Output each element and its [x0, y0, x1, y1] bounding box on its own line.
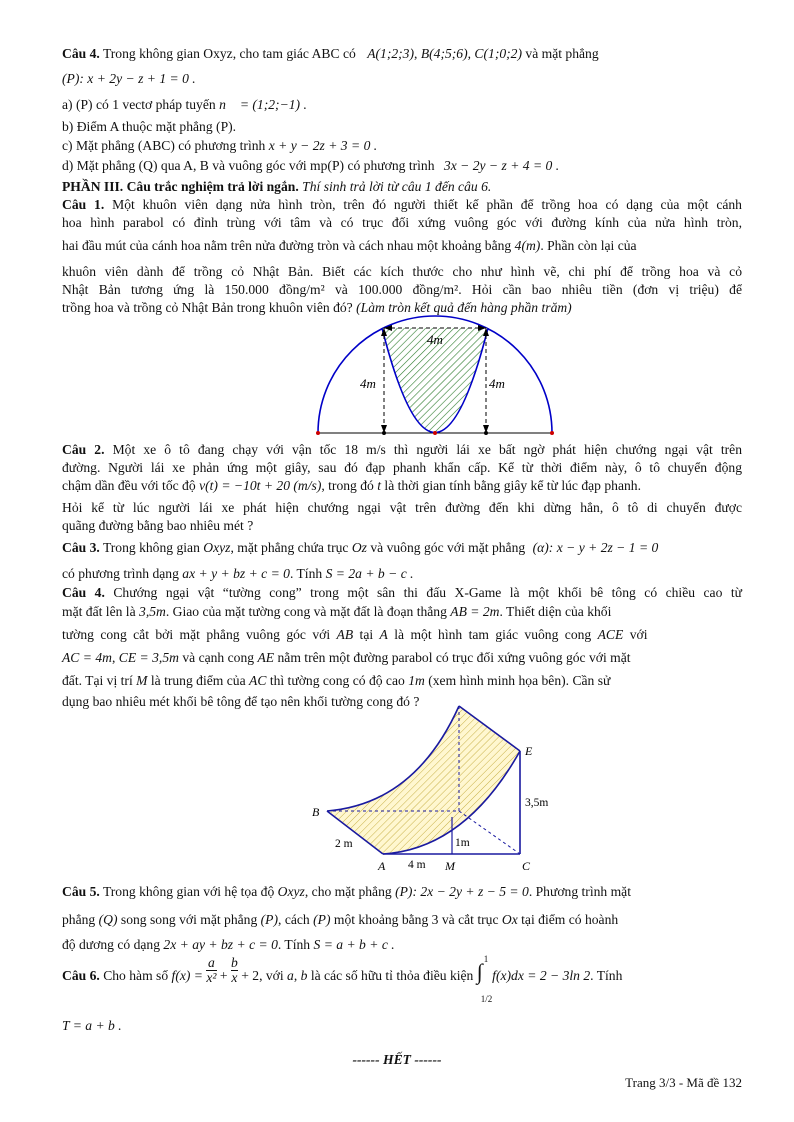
- q2-line4: [62, 499, 742, 516]
- q4-l3a: tường cong cắt bởi mặt phẳng vuông góc với: [62, 627, 331, 642]
- q2-l3-math: v(t) = −10t + 20 (m/s): [199, 478, 322, 493]
- q3-l2-s: S = 2a + b − c .: [325, 566, 414, 581]
- q4-l4-ce: CE = 3,5m: [118, 650, 179, 665]
- q4-l4b: và cạnh cong: [182, 650, 255, 665]
- label-2m: 2 m: [335, 838, 353, 850]
- q5-l2d: một khoảng bằng 3 và cắt trục: [333, 912, 499, 927]
- end-mark: ------ HẾT ------: [352, 1052, 442, 1067]
- q4-l4c: nằm trên một đường parabol có trục đối xứng vuông góc với mặt: [277, 650, 631, 665]
- q1-l3-math: 4(m): [514, 238, 541, 253]
- q5-l2-q: (Q): [98, 912, 118, 927]
- label-top-4m: 4m: [427, 332, 443, 347]
- q3-l2a: có phương trình dạng: [62, 566, 179, 581]
- q6-den-x2: x²: [206, 969, 217, 985]
- q6-a: a: [287, 968, 294, 984]
- q6-frac-b: [231, 956, 238, 985]
- semicircle-parabola-figure: [300, 312, 570, 440]
- q2-l5: quãng đường bằng bao nhiêu mét ?: [62, 518, 254, 533]
- p2-q4-d-math: 3x − 2y − z + 4 = 0 .: [443, 158, 560, 173]
- q1-l2: hoa hình parabol có đỉnh trùng với tâm và có trục đối xứng vuông góc với đường kính của nửa hình tròn,: [62, 215, 742, 230]
- q4-l3-ab: AB: [336, 627, 354, 642]
- p2-q4-c-math: x + y − 2z + 3 = 0 .: [268, 138, 378, 153]
- q3-line2: [62, 565, 742, 582]
- q6-line1: [62, 954, 742, 1011]
- label-35m: 3,5m: [525, 797, 549, 809]
- q5-l2b: song song với mặt phẳng: [120, 912, 258, 927]
- p2-q4-line1: Câu 4. Trong không gian Oxyz, cho tam giác ABC có A(1;2;3), B(4;5;6), C(1;0;2) và mặt phẳng: [62, 46, 599, 61]
- part3-heading: PHẦN III. Câu trắc nghiệm trả lời ngắn.: [62, 179, 299, 194]
- q6-head: Câu 6.: [62, 968, 100, 984]
- q5-l2e: tại điểm có hoành: [521, 912, 619, 927]
- q4-l2b: . Giao của mặt tường cong và mặt đất là đoạn thẳng: [165, 604, 447, 619]
- q2-l3b: , trong đó: [321, 478, 374, 493]
- integral-sign: ∫ 1 1/2: [477, 967, 489, 987]
- q6-int-body: f(x)dx = 2 − 3ln 2: [492, 968, 591, 984]
- q2-l3a: chậm dần đều với tốc độ: [62, 478, 196, 493]
- q2-line3: [62, 477, 742, 494]
- q2-l3-t: t: [377, 478, 382, 493]
- p2-q4-point-a: A(1;2;3): [367, 46, 415, 61]
- q4-l6: dụng bao nhiêu mét khối bê tông để tạo nên khối tường cong đó ?: [62, 694, 420, 709]
- q3-l1a: Trong không gian: [102, 540, 200, 555]
- q4-l2-ab: AB = 2m: [450, 604, 500, 619]
- q5-oxyz: Oxyz: [277, 884, 305, 899]
- curved-surface: [327, 706, 520, 854]
- q3-line1: [62, 539, 742, 556]
- p2-q4-text-a: Trong không gian Oxyz, cho tam giác ABC có: [102, 46, 356, 61]
- q5-l2a: phẳng: [62, 912, 96, 927]
- q6-l1c: là các số hữu tỉ thỏa điều kiện: [310, 968, 474, 984]
- q5-l2c: , cách: [278, 912, 310, 927]
- q1-l6-note: (Làm tròn kết quả đến hàng phần trăm): [356, 300, 572, 315]
- q5-l2-p2: (P): [313, 912, 331, 927]
- q4-l4-ac: AC = 4m: [62, 650, 112, 665]
- q1-l3: hai đầu mút của cánh hoa nằm trên nửa đường tròn và cách nhau một khoảng bằng: [62, 238, 512, 253]
- int-lower: 1/2: [480, 994, 493, 1004]
- q3-oxyz: Oxyz: [203, 540, 231, 555]
- p2-q4-b-text: b) Điểm A thuộc mặt phẳng (P).: [62, 119, 237, 134]
- label-left-4m: 4m: [360, 376, 376, 391]
- q4-l4a: ,: [111, 650, 116, 665]
- q2-head: Câu 2.: [62, 442, 105, 457]
- q5-l3b: . Tính: [277, 937, 311, 952]
- label-c: C: [522, 859, 531, 873]
- q4-l3d: với: [629, 627, 648, 642]
- q5-l2-ox: Ox: [501, 912, 518, 927]
- q3-head: Câu 3.: [62, 540, 100, 555]
- q6-l1d: . Tính: [590, 968, 623, 984]
- p2-q4-a-text: a) (P) có 1 vectơ pháp tuyến: [62, 97, 216, 112]
- q1-line1: [62, 196, 742, 213]
- q4-l3c: là một hình tam giác vuông cong: [394, 627, 592, 642]
- q6-tail: + 2: [241, 968, 260, 984]
- q4-line5: [62, 672, 742, 689]
- p2-q4-point-c: C(1;0;2): [474, 46, 522, 61]
- q2-line2: [62, 459, 742, 476]
- p2-q4-c-text: c) Mặt phẳng (ABC) có phương trình: [62, 138, 266, 153]
- q4-l3-a: A: [379, 627, 388, 642]
- label-1m: 1m: [455, 837, 470, 849]
- q4-l5c: thì tường cong có độ cao: [269, 673, 405, 688]
- q4-line1: [62, 584, 742, 601]
- q6-den-x: x: [231, 969, 238, 985]
- q5-l1a: Trong không gian với hệ tọa độ: [102, 884, 275, 899]
- label-m: M: [445, 859, 455, 873]
- q6-num-b: b: [230, 954, 238, 970]
- q1-line5: [62, 281, 742, 298]
- q5-head: Câu 5.: [62, 884, 100, 899]
- q1-l5: Nhật Bản tương ứng là 150.000 đồng/m² và 100.000 đồng/m². Hỏi cần bao nhiêu tiền (đơn vị triệu) để: [62, 282, 742, 297]
- q4-l3b: tại: [359, 627, 374, 642]
- q2-l2: đường. Người lái xe phản ứng một giây, sau đó đạp phanh khẩn cấp. Kể từ thời điểm này, ô tô chuyển động: [62, 460, 742, 475]
- q2-l4: Hỏi kể từ lúc người lái xe phát hiện chướng ngại vật trên đường đến khi dừng hẳn, ô tô di chuyển được: [62, 500, 742, 515]
- q3-l1-math: (α): x − y + 2z − 1 = 0: [532, 540, 659, 555]
- q6-line2: [62, 1017, 742, 1034]
- q2-line1: [62, 441, 742, 458]
- q6-num-a: a: [208, 954, 215, 970]
- q4-l5-1m: 1m: [408, 673, 425, 688]
- p2-q4-d-text: d) Mặt phẳng (Q) qua A, B và vuông góc với mp(P) có phương trình: [62, 158, 435, 173]
- q5-l3-s: S = a + b + c .: [313, 937, 395, 952]
- p2-q4-b: [62, 118, 742, 135]
- q5-l2-p: (P): [260, 912, 279, 927]
- part3-heading-note: Thí sinh trả lời từ câu 1 đến câu 6.: [302, 179, 492, 194]
- q2-l1: Một xe ô tô đang chạy với vận tốc 18 m/s thì người lái xe bất ngờ phát hiện chướng ngại vật trên: [112, 442, 742, 457]
- label-right-4m: 4m: [489, 376, 505, 391]
- label-b: B: [312, 805, 320, 819]
- p2-q4-point-b: B(4;5;6): [420, 46, 468, 61]
- q4-l2c: . Thiết diện của khối: [499, 604, 612, 619]
- q1-l6: trồng hoa và trồng cỏ Nhật Bản trong khuôn viên đó?: [62, 300, 353, 315]
- q5-l3-math: 2x + ay + bz + c = 0: [163, 937, 278, 952]
- part3-heading-line: [62, 178, 742, 195]
- q5-l1-math: (P): 2x − 2y + z − 5 = 0: [395, 884, 529, 899]
- q6-b: b: [300, 968, 308, 984]
- p2-q4-a: [62, 96, 742, 113]
- q6-l1a: Cho hàm số: [103, 968, 169, 984]
- q4-l2a: mặt đất lên là: [62, 604, 136, 619]
- curved-wall-figure: [305, 704, 575, 874]
- q4-l4-ae: AE: [257, 650, 275, 665]
- q3-l1b: , mặt phẳng chứa trục: [230, 540, 349, 555]
- label-a: A: [378, 859, 386, 873]
- q5-l1c: . Phương trình mặt: [528, 884, 631, 899]
- page-footer: Trang 3/3 - Mã đề 132: [625, 1075, 742, 1090]
- q4-line2: [62, 603, 742, 620]
- label-4m: 4 m: [408, 859, 426, 871]
- q4-line3: [62, 626, 742, 643]
- q4-l5-m: M: [136, 673, 148, 688]
- q2-line5: [62, 517, 742, 534]
- q3-l1c: và vuông góc với mặt phẳng: [370, 540, 526, 555]
- q3-l2-math: ax + y + bz + c = 0: [182, 566, 290, 581]
- q4-head: Câu 4.: [62, 585, 105, 600]
- q2-l3c: là thời gian tính bằng giây kể từ lúc đạp phanh.: [384, 478, 641, 493]
- q5-l1b: , cho mặt phẳng: [304, 884, 392, 899]
- q4-l5d: (xem hình minh họa bên). Cần sử: [428, 673, 611, 688]
- q3-oz: Oz: [351, 540, 367, 555]
- q4-l2-h: 3,5m: [139, 604, 166, 619]
- p2-q4-a-math: n⃗ = (1;2;−1) .: [219, 97, 307, 112]
- q1-l4: khuôn viên dành để trồng cỏ Nhật Bản. Biết các kích thước cho như hình vẽ, chi phí để trồng hoa và cỏ: [62, 264, 742, 279]
- q5-line2: [62, 911, 742, 928]
- q1-line2: [62, 214, 742, 231]
- q4-l5a: đất. Tại vị trí: [62, 673, 133, 688]
- p2-q4-plane-eq: (P): x + 2y − z + 1 = 0 .: [62, 71, 196, 86]
- q6-f-lhs: f(x) =: [171, 968, 203, 984]
- label-e: E: [525, 744, 533, 758]
- p2-q4-plane: [62, 70, 742, 87]
- q1-line3: [62, 237, 742, 254]
- q4-l5b: là trung điểm của: [150, 673, 246, 688]
- q4-l3-ace: ACE: [597, 627, 624, 642]
- q5-line3: [62, 936, 742, 953]
- int-upper: 1: [483, 954, 489, 964]
- q1-line4: [62, 263, 742, 280]
- q6-comma: ,: [293, 968, 298, 984]
- p2-q4-d: [62, 157, 742, 174]
- q3-l2b: . Tính: [289, 566, 323, 581]
- q1-head: Câu 1.: [62, 197, 105, 212]
- q1-l3-end: . Phần còn lại của: [540, 238, 637, 253]
- q6-frac-a: [206, 956, 216, 985]
- q5-line1: [62, 883, 742, 900]
- q5-l3a: độ dương có dạng: [62, 937, 160, 952]
- p2-q4-head: Câu 4.: [62, 46, 100, 61]
- p2-q4-c: [62, 137, 742, 154]
- q1-l1: Một khuôn viên dạng nửa hình tròn, trên đó người thiết kế phần để trồng hoa có dạng của một cánh: [112, 197, 742, 212]
- q6-l1b: , với: [259, 968, 284, 984]
- q6-l2: T = a + b .: [62, 1018, 122, 1033]
- q4-line4: [62, 649, 742, 666]
- q4-l1: Chướng ngại vật “tường cong” trong một sân thi đấu X-Game là một khối bê tông có chiều cao từ: [113, 585, 742, 600]
- q4-l5-ac: AC: [249, 673, 267, 688]
- p2-q4-text-b: và mặt phẳng: [525, 46, 599, 61]
- q6-plus: +: [219, 968, 228, 984]
